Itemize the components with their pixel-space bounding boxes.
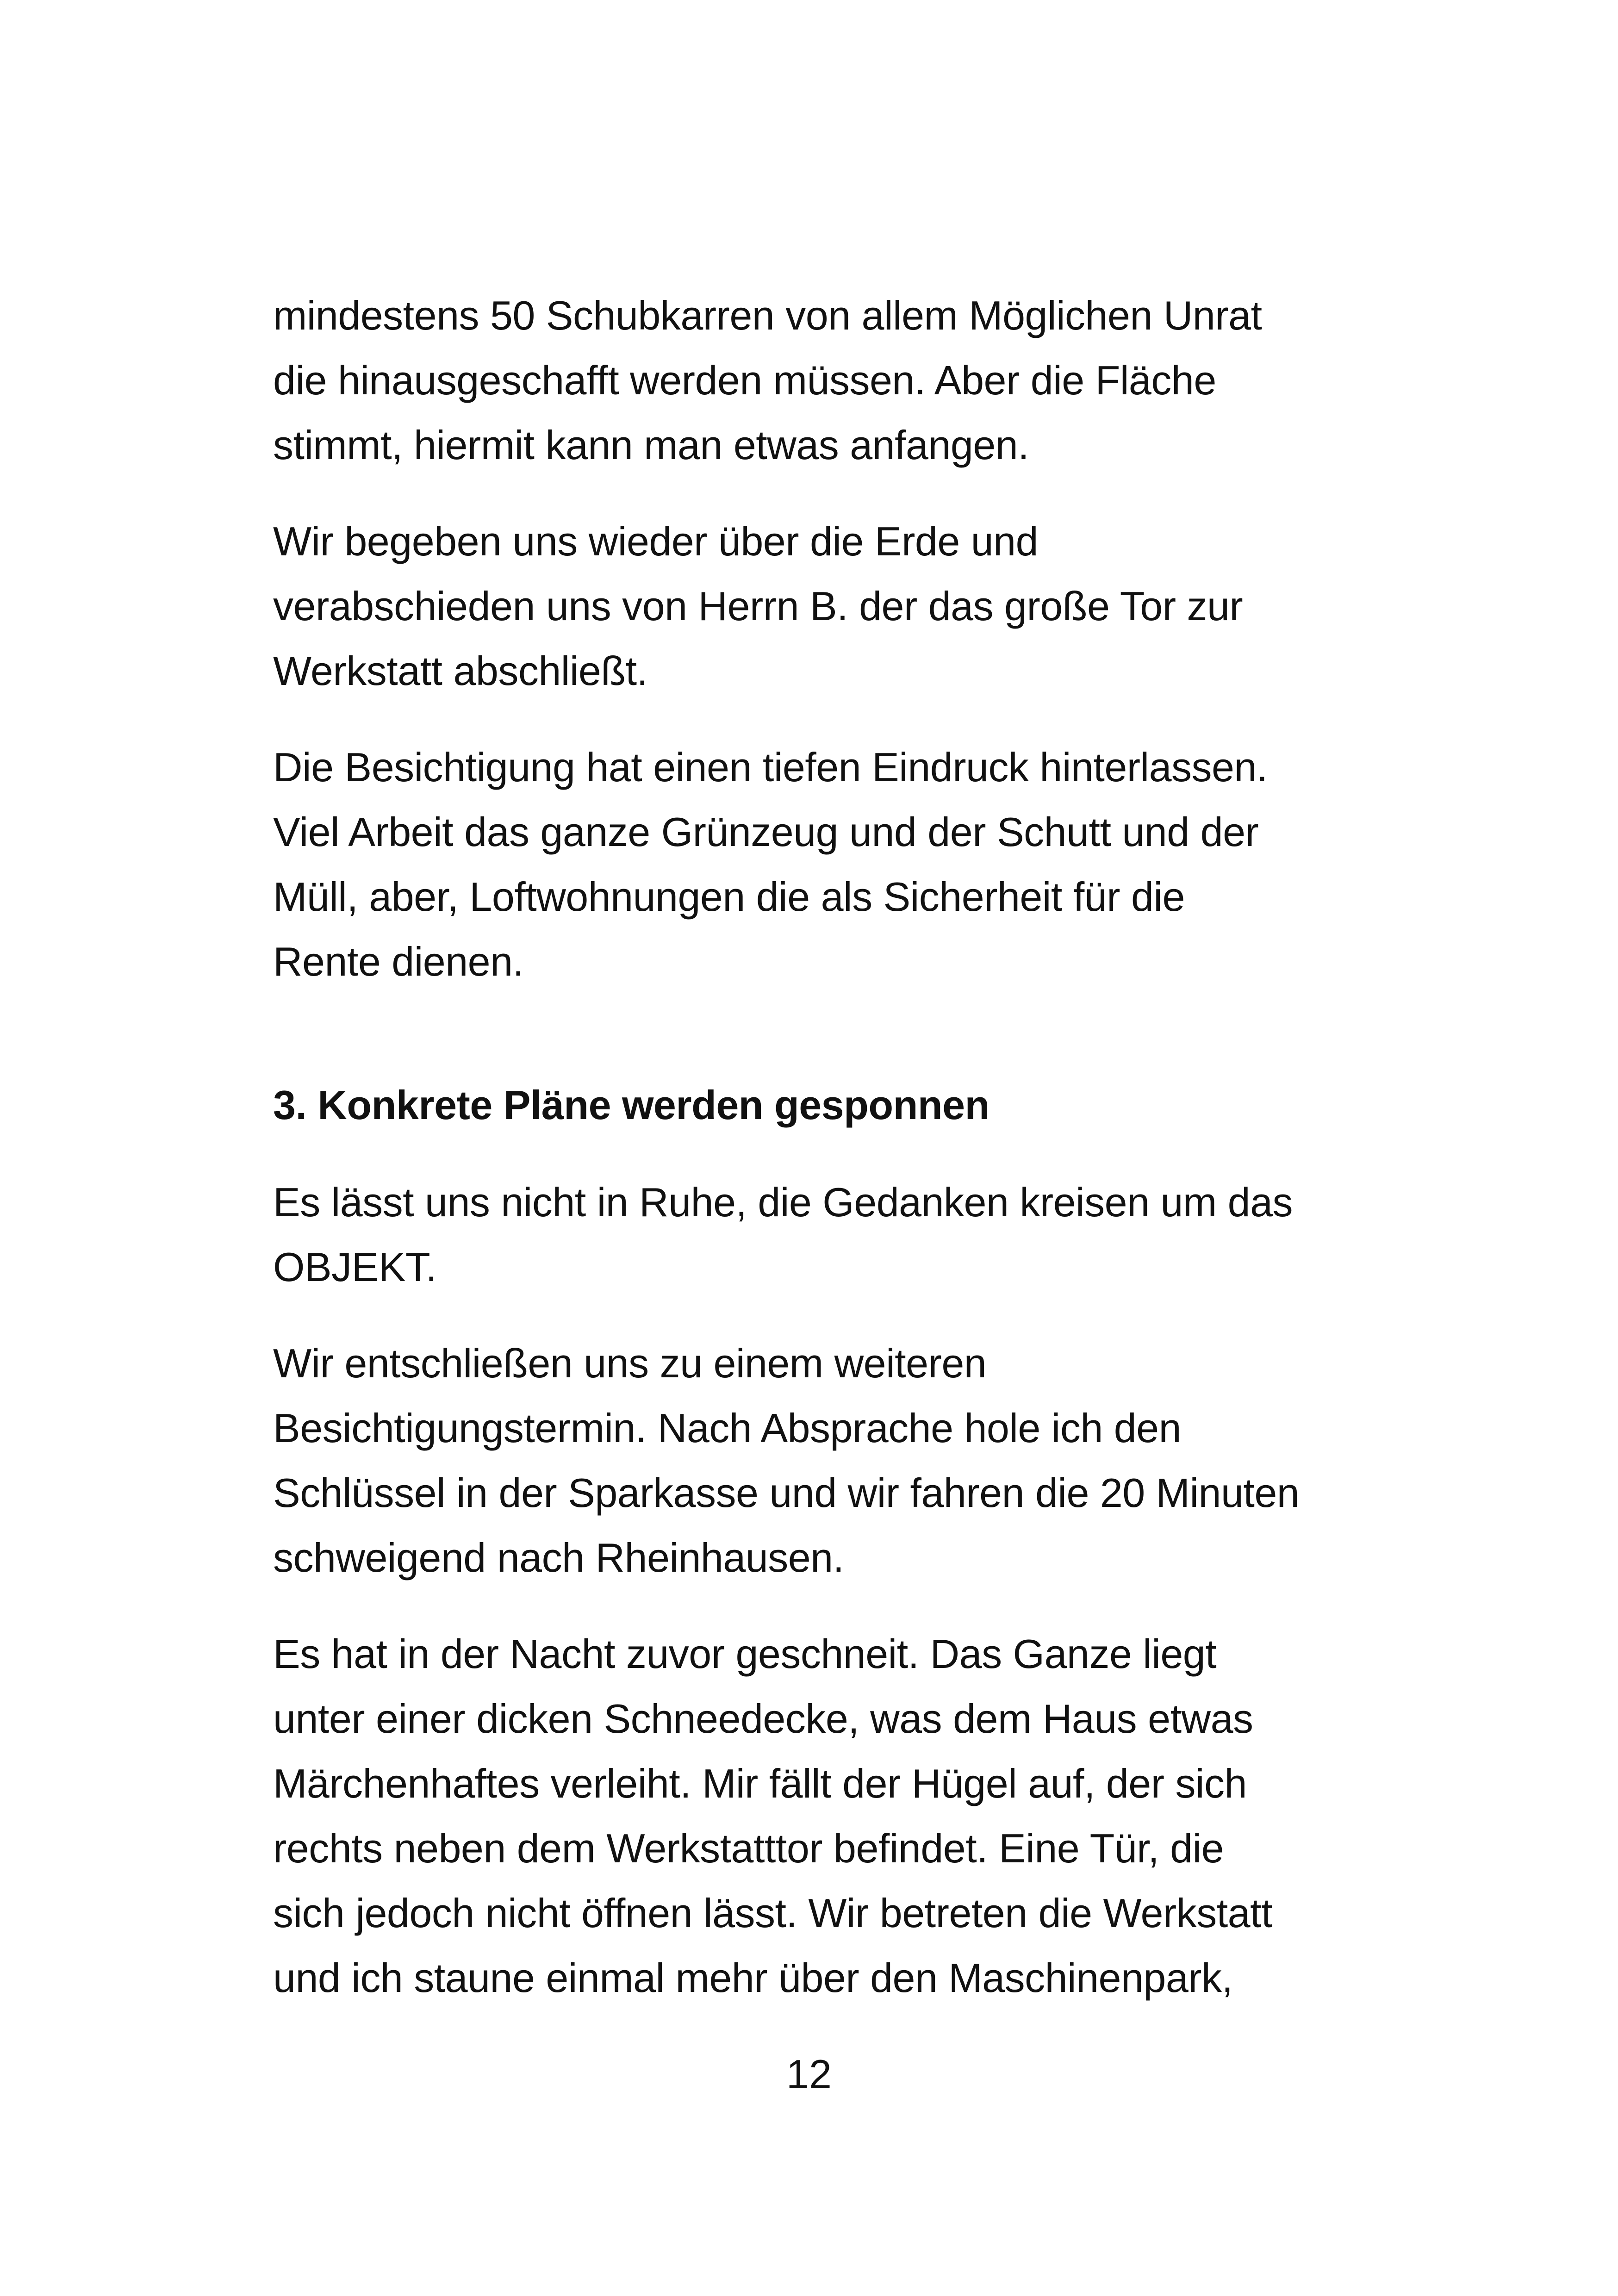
paragraph — [273, 1331, 1375, 1590]
body-text — [273, 283, 1375, 2042]
text-line: Besichtigungstermin. Nach Absprache hole ich den — [273, 1405, 1182, 1451]
text-line: Es hat in der Nacht zuvor geschneit. Das Ganze liegt — [273, 1631, 1217, 1677]
text-line: Die Besichtigung hat einen tiefen Eindruck hinterlassen. — [273, 744, 1268, 790]
text-line: Es lässt uns nicht in Ruhe, die Gedanken kreisen um das — [273, 1179, 1293, 1225]
page-number: 12 — [786, 2051, 832, 2097]
text-line: stimmt, hiermit kann man etwas anfangen. — [273, 422, 1029, 468]
text-line: Märchenhaftes verleiht. Mir fällt der Hügel auf, der sich — [273, 1761, 1247, 1806]
text-line: Wir entschließen uns zu einem weiteren — [273, 1340, 987, 1386]
text-line: sich jedoch nicht öffnen lässt. Wir betreten die Werkstatt — [273, 1890, 1273, 1936]
text-line: und ich staune einmal mehr über den Maschinenpark, — [273, 1955, 1233, 2001]
section-heading: 3. Konkrete Pläne werden gesponnen — [273, 1082, 989, 1128]
text-line: Rente dienen. — [273, 939, 524, 984]
paragraph — [273, 1170, 1375, 1300]
text-line: verabschieden uns von Herrn B. der das große Tor zur — [273, 583, 1243, 629]
text-line: OBJEKT. — [273, 1244, 437, 1290]
text-line: die hinausgeschafft werden müssen. Aber die Fläche — [273, 357, 1216, 403]
paragraph — [273, 509, 1375, 703]
paragraph — [273, 1622, 1375, 2010]
text-line: Müll, aber, Loftwohnungen die als Sicherheit für die — [273, 874, 1185, 920]
text-line: rechts neben dem Werkstatttor befindet. Eine Tür, die — [273, 1825, 1224, 1871]
text-line: schweigend nach Rheinhausen. — [273, 1535, 844, 1580]
text-line: Schlüssel in der Sparkasse und wir fahren die 20 Minuten — [273, 1470, 1300, 1516]
text-line: unter einer dicken Schneedecke, was dem Haus etwas — [273, 1696, 1253, 1742]
text-line: Wir begeben uns wieder über die Erde und — [273, 518, 1039, 564]
text-line: mindestens 50 Schubkarren von allem Möglichen Unrat — [273, 292, 1262, 338]
paragraph — [273, 735, 1375, 994]
text-line: Werkstatt abschließt. — [273, 648, 648, 694]
paragraph — [273, 283, 1375, 478]
text-line: Viel Arbeit das ganze Grünzeug und der Schutt und der — [273, 809, 1259, 855]
